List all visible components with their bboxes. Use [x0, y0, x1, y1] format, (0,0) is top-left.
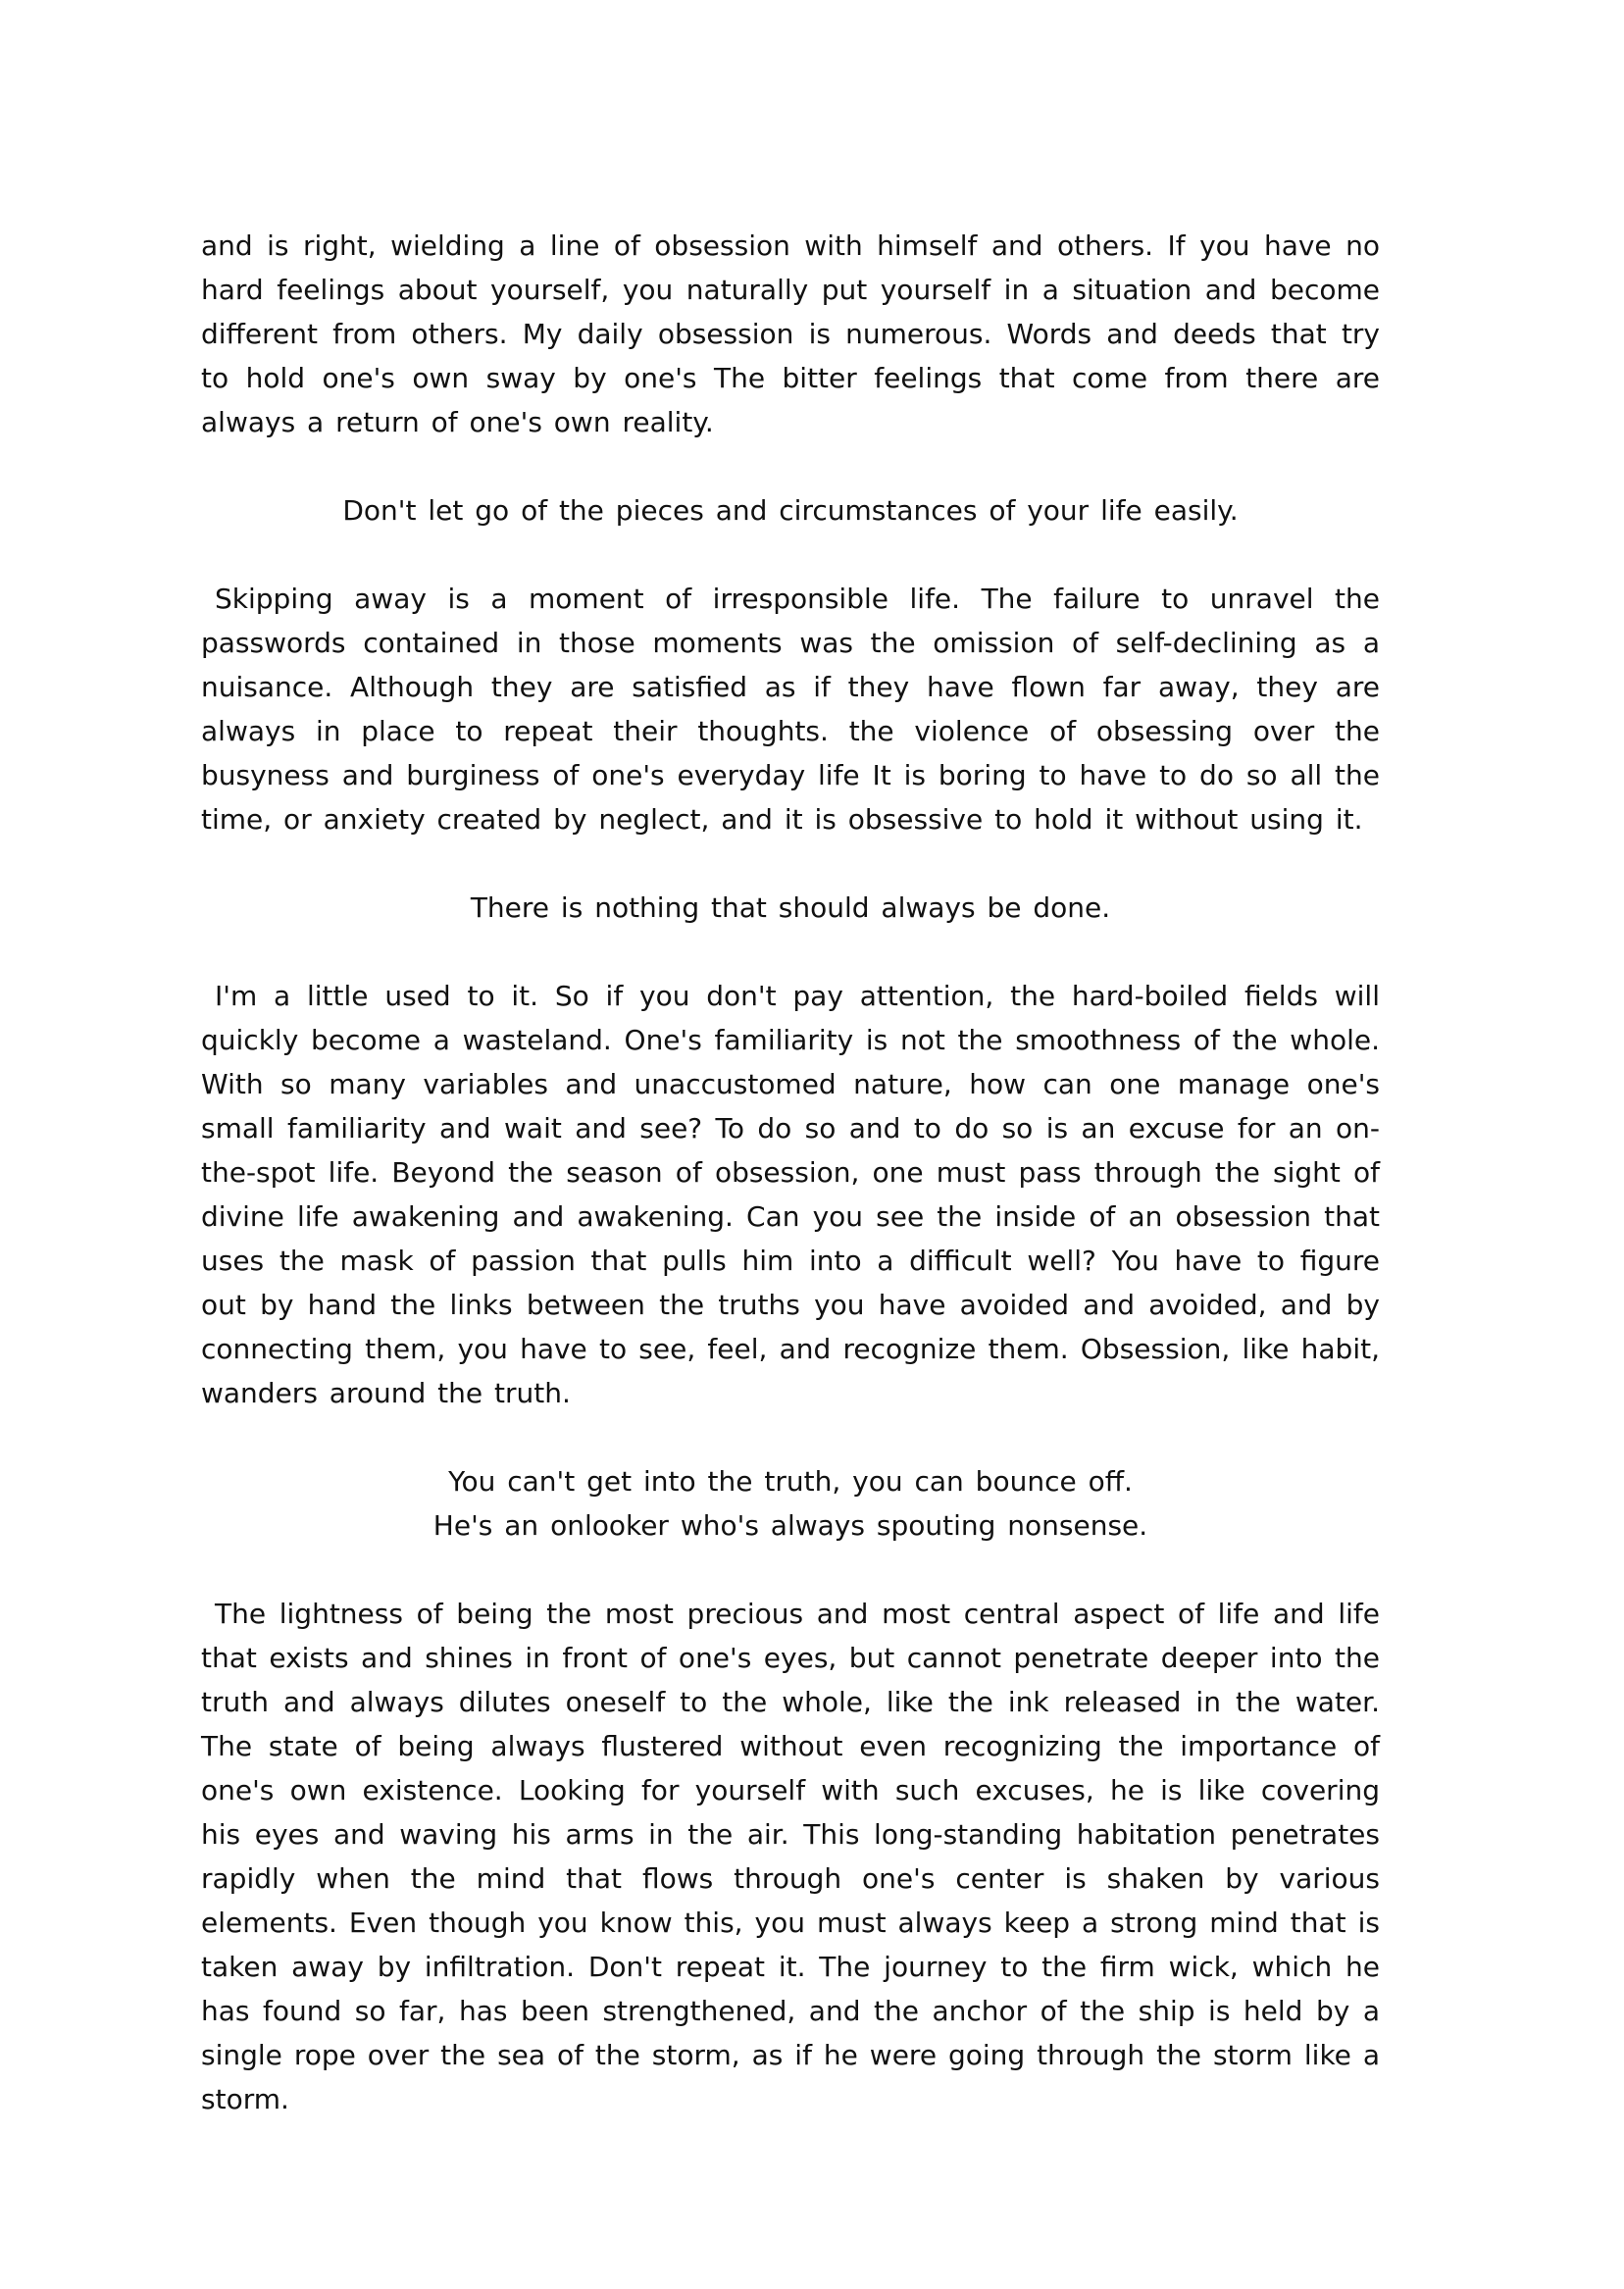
centered-quote-1	[201, 488, 1380, 533]
quote-3-line-1: You can't get into the truth, you can bounce off.	[448, 1465, 1133, 1498]
paragraph-2: Skipping away is a moment of irresponsible life. The failure to unravel the passwords contained in those moments was the omission of self-declining as a nuisance. Although they are satisfied as if they have flown far away, they are always in place to repeat their thoughts. the violence of obsessing over the busyness and burginess of one's everyday life It is boring to have to do so all the time, or anxiety created by neglect, and it is obsessive to hold it without using it.	[201, 583, 1380, 836]
paragraph-1: and is right, wielding a line of obsession with himself and others. If you have no hard feelings about yourself, you naturally put yourself in a situation and become different from others. My daily obsession is numerous. Words and deeds that try to hold one's own sway by one's The bitter feelings that come from there are always a return of one's own reality.	[201, 229, 1380, 438]
quote-2-line: There is nothing that should always be done.	[470, 891, 1111, 924]
spacer	[201, 930, 1380, 974]
spacer	[201, 533, 1380, 577]
paragraph-3: I'm a little used to it. So if you don't pay attention, the hard-boiled fields will quickly become a wasteland. One's familiarity is not the smoothness of the whole. With so many variables and unaccustomed nature, how can one manage one's small familiarity and wait and see? To do so and to do so is an excuse for an on-the-spot life. Beyond the season of obsession, one must pass through the sight of divine life awakening and awakening. Can you see the inside of an obsession that uses the mask of passion that pulls him into a difficult well? You have to figure out by hand the links between the truths you have avoided and avoided, and by connecting them, you have to see, feel, and recognize them. Obsession, like habit, wanders around the truth.	[201, 980, 1380, 1409]
quote-1-line: Don't let go of the pieces and circumstances of your life easily.	[342, 494, 1239, 527]
spacer	[201, 841, 1380, 886]
spacer	[201, 1415, 1380, 1459]
centered-quote-2	[201, 886, 1380, 930]
centered-quote-3	[201, 1459, 1380, 1548]
document-body	[201, 224, 1380, 2121]
spacer	[201, 1548, 1380, 1592]
paragraph-4: The lightness of being the most precious and most central aspect of life and life that exists and shines in front of one's eyes, but cannot penetrate deeper into the truth and always dilutes oneself to the whole, like the ink released in the water. The state of being always flustered without even recognizing the importance of one's own existence. Looking for yourself with such excuses, he is like covering his eyes and waving his arms in the air. This long-standing habitation penetrates rapidly when the mind that flows through one's center is shaken by various elements. Even though you know this, you must always keep a strong mind that is taken away by infiltration. Don't repeat it. The journey to the firm wick, which he has found so far, has been strengthened, and the anchor of the ship is held by a single rope over the sea of the storm, as if he were going through the storm like a storm.	[201, 1598, 1380, 2115]
spacer	[201, 444, 1380, 488]
quote-3-line-2: He's an onlooker who's always spouting nonsense.	[432, 1509, 1148, 1542]
